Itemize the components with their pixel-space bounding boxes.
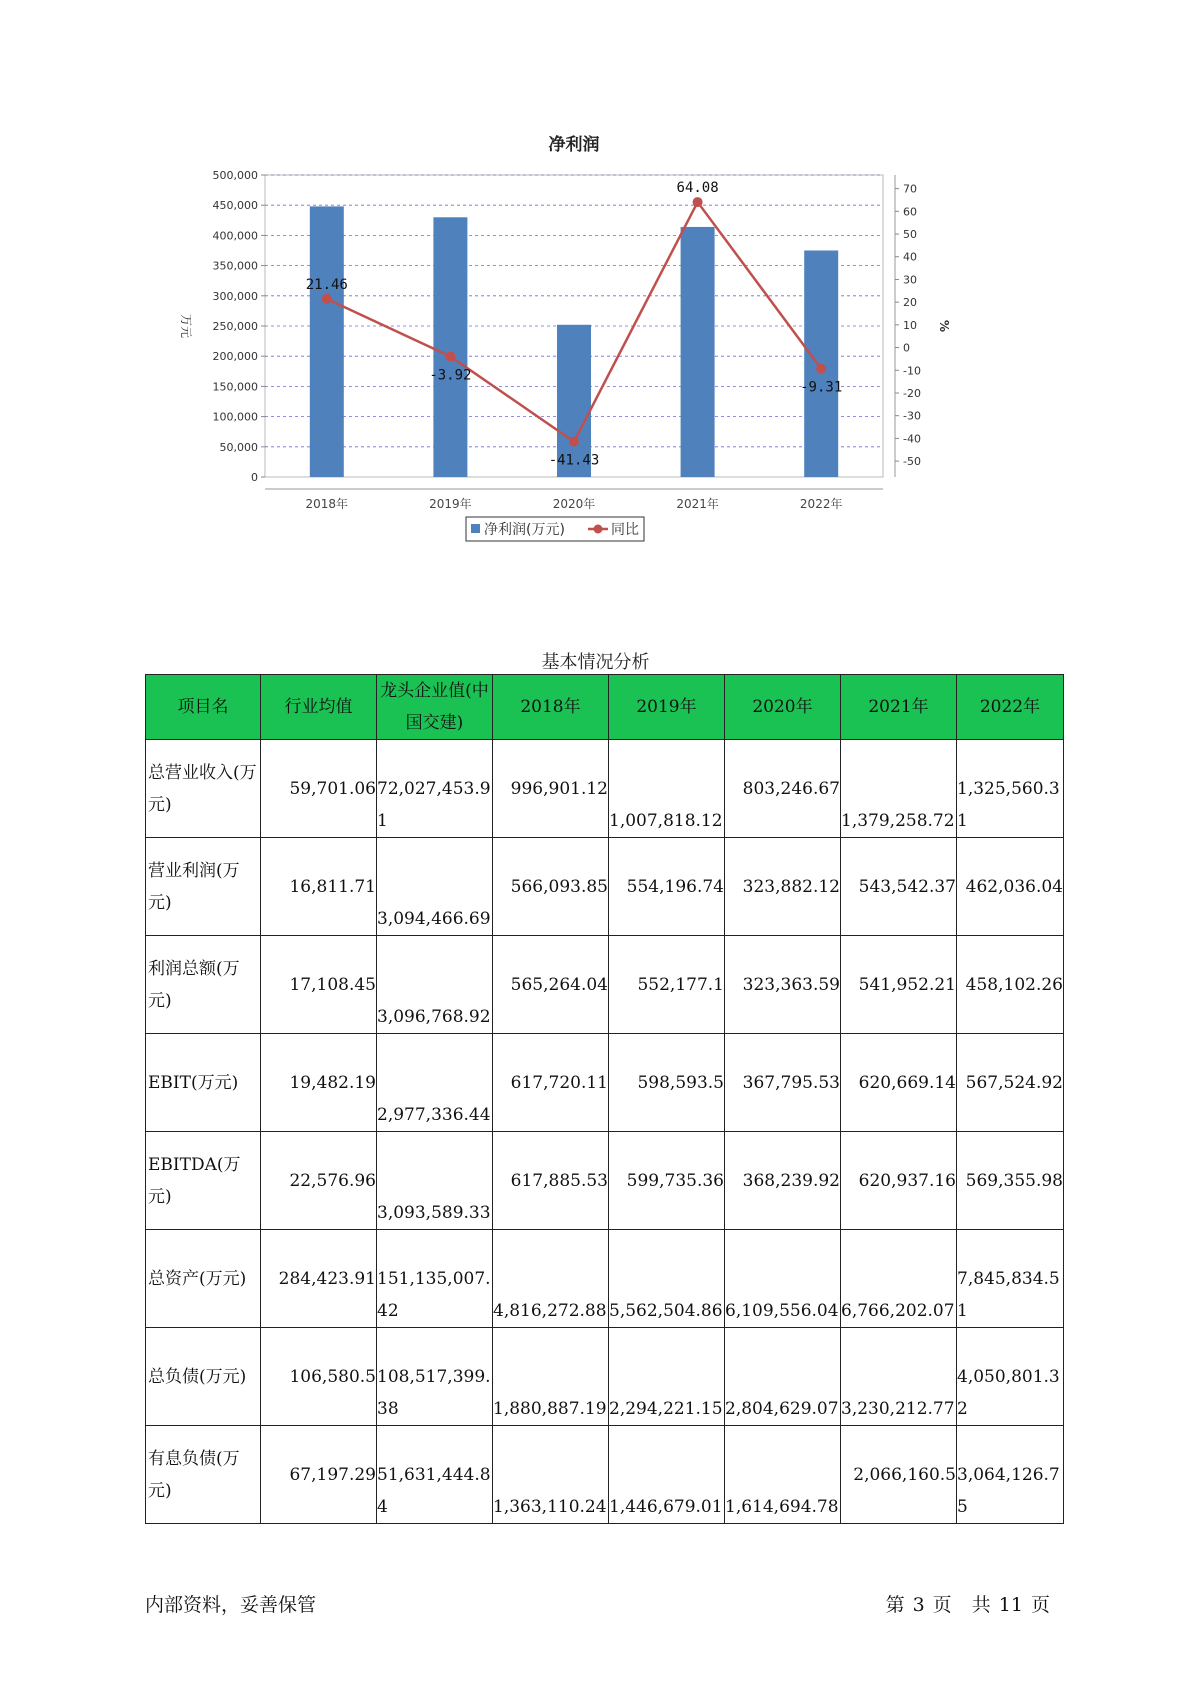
x-tick-label: 2018年 (305, 497, 349, 511)
right-tick-label: -50 (903, 455, 921, 469)
table-cell: 108,517,399.38 (377, 1328, 493, 1426)
row-label: 总负债(万元) (146, 1328, 261, 1426)
page-total: 11 (998, 1594, 1023, 1616)
table-cell: 617,885.53 (493, 1132, 609, 1230)
table-cell: 4,050,801.32 (957, 1328, 1064, 1426)
left-tick-label: 150,000 (212, 380, 258, 394)
table-cell: 151,135,007.42 (377, 1230, 493, 1328)
table-cell: 17,108.45 (261, 936, 377, 1034)
table-row (146, 1328, 1064, 1426)
yoy-label-4: 64.08 (676, 180, 719, 197)
table-cell: 3,064,126.75 (957, 1426, 1064, 1524)
left-tick-label: 350,000 (212, 259, 258, 273)
table-cell: 6,109,556.04 (725, 1230, 841, 1328)
table-cell: 59,701.06 (261, 740, 377, 838)
table-cell: 3,096,768.92 (377, 936, 493, 1034)
page-suffix: 页 (1030, 1594, 1050, 1616)
table-cell: 67,197.29 (261, 1426, 377, 1524)
table-cell: 2,804,629.07 (725, 1328, 841, 1426)
row-label: EBIT(万元) (146, 1034, 261, 1132)
table-cell: 22,576.96 (261, 1132, 377, 1230)
left-tick-label: 450,000 (212, 199, 258, 213)
table-row (146, 936, 1064, 1034)
bar-1 (310, 206, 344, 477)
right-tick-label: 0 (903, 341, 910, 355)
table-cell: 3,094,466.69 (377, 838, 493, 936)
right-tick-label: 50 (903, 228, 917, 242)
yoy-point-5 (816, 364, 826, 374)
right-tick-label: 60 (903, 205, 917, 219)
table-cell: 323,363.59 (725, 936, 841, 1034)
table-cell: 323,882.12 (725, 838, 841, 936)
page-prefix: 第 (885, 1594, 905, 1616)
left-tick-label: 100,000 (212, 410, 258, 424)
total-prefix: 共 (971, 1594, 991, 1616)
left-tick-label: 250,000 (212, 320, 258, 333)
table-cell: 367,795.53 (725, 1034, 841, 1132)
right-tick-label: -30 (903, 409, 921, 423)
table-cell: 458,102.26 (957, 936, 1064, 1034)
right-tick-label: 40 (903, 250, 917, 264)
left-tick-label: 50,000 (219, 440, 258, 454)
table-row (146, 1230, 1064, 1328)
row-label: 有息负债(万元) (146, 1426, 261, 1524)
x-tick-label: 2019年 (429, 497, 472, 511)
table-header-cell: 2021年 (841, 675, 957, 740)
left-tick-label: 300,000 (212, 289, 258, 303)
table-cell: 1,614,694.78 (725, 1426, 841, 1524)
table-cell: 1,325,560.31 (957, 740, 1064, 838)
legend-line-label: 同比 (611, 522, 639, 538)
table-cell: 1,007,818.12 (609, 740, 725, 838)
legend-line-marker (594, 525, 603, 534)
left-tick-label: 200,000 (212, 350, 258, 364)
table-cell: 1,880,887.19 (493, 1328, 609, 1426)
row-label: 利润总额(万元) (146, 936, 261, 1034)
yoy-point-4 (693, 197, 703, 207)
table-row (146, 1034, 1064, 1132)
table-cell: 2,294,221.15 (609, 1328, 725, 1426)
table-cell: 3,230,212.77 (841, 1328, 957, 1426)
table-cell: 6,766,202.07 (841, 1230, 957, 1328)
table-header-cell: 2020年 (725, 675, 841, 740)
table-cell: 541,952.21 (841, 936, 957, 1034)
table-header-cell: 行业均值 (261, 675, 377, 740)
table-cell: 996,901.12 (493, 740, 609, 838)
basic-analysis-table (145, 674, 1064, 1524)
net-profit-chart (170, 130, 1010, 600)
table-cell: 617,720.11 (493, 1034, 609, 1132)
right-tick-label: -10 (903, 364, 921, 378)
table-header-cell: 龙头企业值(中国交建) (377, 675, 493, 740)
table-title: 基本情况分析 (541, 652, 650, 673)
right-tick-label: 30 (903, 273, 917, 287)
table-cell: 5,562,504.86 (609, 1230, 725, 1328)
table-cell: 566,093.85 (493, 838, 609, 936)
table-row (146, 1426, 1064, 1524)
yoy-point-1 (322, 294, 332, 304)
yoy-label-5: -9.31 (800, 379, 843, 396)
row-label: 总营业收入(万元) (146, 740, 261, 838)
table-header-cell: 项目名 (146, 675, 261, 740)
table-cell: 1,379,258.72 (841, 740, 957, 838)
table-cell: 565,264.04 (493, 936, 609, 1034)
table-cell: 569,355.98 (957, 1132, 1064, 1230)
x-tick-label: 2022年 (799, 497, 843, 511)
table-row (146, 740, 1064, 838)
yoy-label-3: -41.43 (548, 452, 600, 469)
row-label: 营业利润(万元) (146, 838, 261, 936)
bar-2 (433, 217, 467, 477)
table-cell: 462,036.04 (957, 838, 1064, 936)
yoy-label-1: 21.46 (305, 276, 348, 293)
table-cell: 19,482.19 (261, 1034, 377, 1132)
table-cell: 1,363,110.24 (493, 1426, 609, 1524)
chart-canvas (170, 130, 1010, 600)
footer-confidential: 内部资料，妥善保管 (145, 1594, 317, 1616)
table-cell: 543,542.37 (841, 838, 957, 936)
x-tick-label: 2020年 (552, 497, 596, 511)
legend-bar-label: 净利润(万元) (484, 522, 565, 538)
table-cell: 598,593.5 (609, 1034, 725, 1132)
table-cell: 106,580.5 (261, 1328, 377, 1426)
left-tick-label: 500,000 (212, 169, 258, 182)
right-tick-label: -40 (903, 432, 921, 446)
table-cell: 1,446,679.01 (609, 1426, 725, 1524)
legend-bar-swatch (471, 524, 480, 533)
table-cell: 567,524.92 (957, 1034, 1064, 1132)
right-axis-label: % (937, 319, 951, 333)
table-cell: 620,669.14 (841, 1034, 957, 1132)
table-cell: 16,811.71 (261, 838, 377, 936)
page-mid: 页 (932, 1594, 952, 1616)
table-cell: 368,239.92 (725, 1132, 841, 1230)
right-tick-label: 10 (903, 318, 917, 332)
right-tick-label: 20 (903, 296, 917, 310)
table-header-row (146, 675, 1064, 740)
row-label: 总资产(万元) (146, 1230, 261, 1328)
table-cell: 599,735.36 (609, 1132, 725, 1230)
right-tick-label: 70 (903, 182, 917, 196)
table-cell: 554,196.74 (609, 838, 725, 936)
table-row (146, 1132, 1064, 1230)
table-header-cell: 2018年 (493, 675, 609, 740)
table-cell: 7,845,834.51 (957, 1230, 1064, 1328)
table-header-cell: 2022年 (957, 675, 1064, 740)
table-cell: 2,977,336.44 (377, 1034, 493, 1132)
table-cell: 4,816,272.88 (493, 1230, 609, 1328)
table-row (146, 838, 1064, 936)
table-cell: 3,093,589.33 (377, 1132, 493, 1230)
left-tick-label: 400,000 (212, 229, 258, 243)
footer-page-number (882, 1590, 1054, 1617)
table-cell: 552,177.1 (609, 936, 725, 1034)
table-cell: 72,027,453.91 (377, 740, 493, 838)
yoy-point-3 (569, 437, 579, 447)
yoy-point-2 (445, 351, 455, 361)
table-cell: 803,246.67 (725, 740, 841, 838)
table-cell: 284,423.91 (261, 1230, 377, 1328)
table-cell: 51,631,444.84 (377, 1426, 493, 1524)
table-cell: 2,066,160.5 (841, 1426, 957, 1524)
chart-title: 净利润 (548, 135, 600, 155)
row-label: EBITDA(万元) (146, 1132, 261, 1230)
left-axis-label: 万元 (179, 313, 193, 339)
table-cell: 620,937.16 (841, 1132, 957, 1230)
bar-4 (681, 227, 715, 477)
table-header-cell: 2019年 (609, 675, 725, 740)
yoy-label-2: -3.92 (429, 367, 472, 384)
right-tick-label: -20 (903, 386, 921, 400)
page-current: 3 (912, 1594, 925, 1616)
left-tick-label: 0 (251, 471, 258, 484)
x-tick-label: 2021年 (676, 497, 719, 511)
